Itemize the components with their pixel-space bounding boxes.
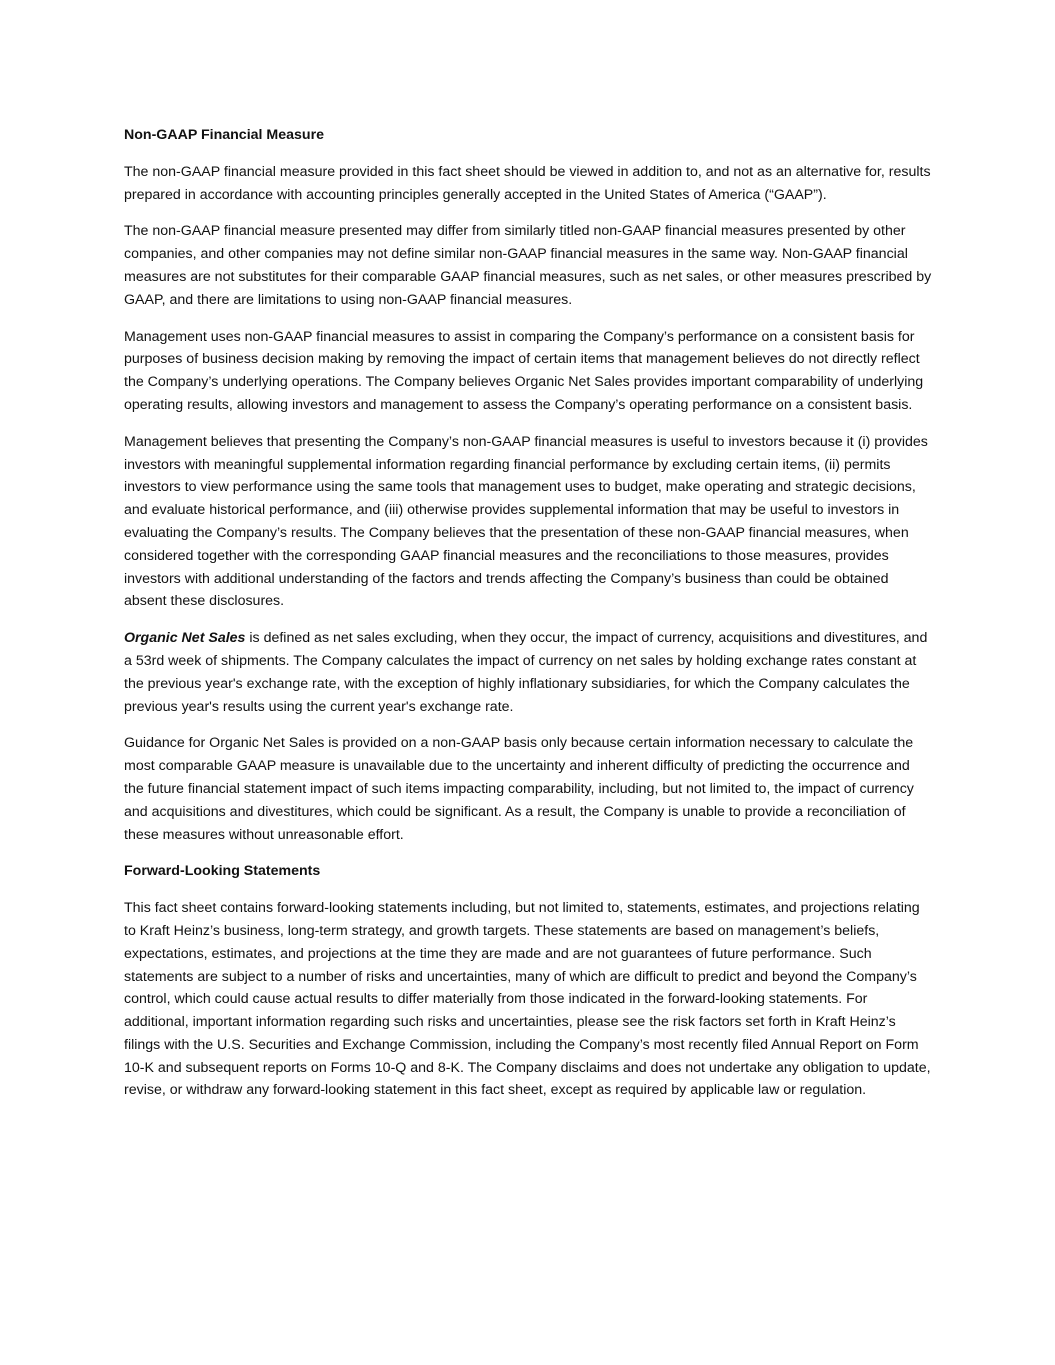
forward-looking-paragraph: This fact sheet contains forward-looking statements including, but not limited to, statements, estimates, and projections relating to Kraft Heinz’s business, long-term strategy, and growth targets. These statements are based on management’s beliefs, expectations, estimates, and projections at the time they are made and are not guarantees of future performance. Such statements are subject to a number of risks and uncertainties, many of which are difficult to predict and beyond the Company’s control, which could cause actual results to differ materially from those indicated in the forward-looking statements. For additional, important information regarding such risks and uncertainties, please see the risk factors set forth in Kraft Heinz’s filings with the U.S. Securities and Exchange Commission, including the Company’s most recently filed Annual Report on Form 10-K and subsequent reports on Forms 10-Q and 8-K. The Company disclaims and does not undertake any obligation to update, revise, or withdraw any forward-looking statement in this fact sheet, except as required by applicable law or regulation. [124, 900, 931, 1099]
non-gaap-paragraph-3: Management uses non-GAAP financial measures to assist in comparing the Company’s performance on a consistent basis for purposes of business decision making by removing the impact of certain items that management believes do not directly reflect the Company’s underlying operations. The Company believes Organic Net Sales provides important comparability of underlying operating results, allowing investors and management to assess the Company’s operating performance on a consistent basis. [124, 328, 924, 413]
non-gaap-heading: Non-GAAP Financial Measure [124, 127, 324, 143]
non-gaap-paragraph-6: Guidance for Organic Net Sales is provided on a non-GAAP basis only because certain information necessary to calculate the most comparable GAAP measure is unavailable due to the uncertainty and inherent difficulty of predicting the occurrence and the future financial statement impact of such items impacting comparability, including, but not limited to, the impact of currency and acquisitions and divestitures, which could be significant. As a result, the Company is unable to provide a reconciliation of these measures without unreasonable effort. [124, 735, 914, 843]
organic-net-sales-term: Organic Net Sales [124, 630, 246, 647]
organic-net-sales-definition [124, 627, 932, 718]
organic-net-sales-text: is defined as net sales excluding, when they occur, the impact of currency, acquisitions and divestitures, and a 53rd week of shipments. The Company calculates the impact of currency on net sales by holding exchange rates constant at the previous year's exchange rate, with the exception of highly inflationary subsidiaries, for which the Company calculates the previous year's results using the current year's exchange rate. [124, 630, 928, 715]
forward-looking-heading: Forward-Looking Statements [124, 863, 321, 880]
document-page [124, 124, 932, 1116]
non-gaap-paragraph-4: Management believes that presenting the Company’s non-GAAP financial measures is useful to investors because it (i) provides investors with meaningful supplemental information regarding financial performance by excluding certain items, (ii) permits investors to view performance using the same tools that management uses to budget, make operating and strategic decisions, and evaluate historical performance, and (iii) otherwise provides supplemental information that may be useful to investors in evaluating the Company’s results. The Company believes that the presentation of these non-GAAP financial measures, when considered together with the corresponding GAAP financial measures and the reconciliations to those measures, provides investors with additional understanding of the factors and trends affecting the Company’s business than could be obtained absent these disclosures. [124, 433, 928, 610]
non-gaap-paragraph-2: The non-GAAP financial measure presented may differ from similarly titled non-GAAP financial measures presented by other companies, and other companies may not define similar non-GAAP financial measures in the same way. Non-GAAP financial measures are not substitutes for their comparable GAAP financial measures, such as net sales, or other measures prescribed by GAAP, and there are limitations to using non-GAAP financial measures. [124, 223, 932, 308]
non-gaap-paragraph-1: The non-GAAP financial measure provided in this fact sheet should be viewed in addition to, and not as an alternative for, results prepared in accordance with accounting principles generally accepted in the United States of America (“GAAP”). [124, 163, 931, 203]
